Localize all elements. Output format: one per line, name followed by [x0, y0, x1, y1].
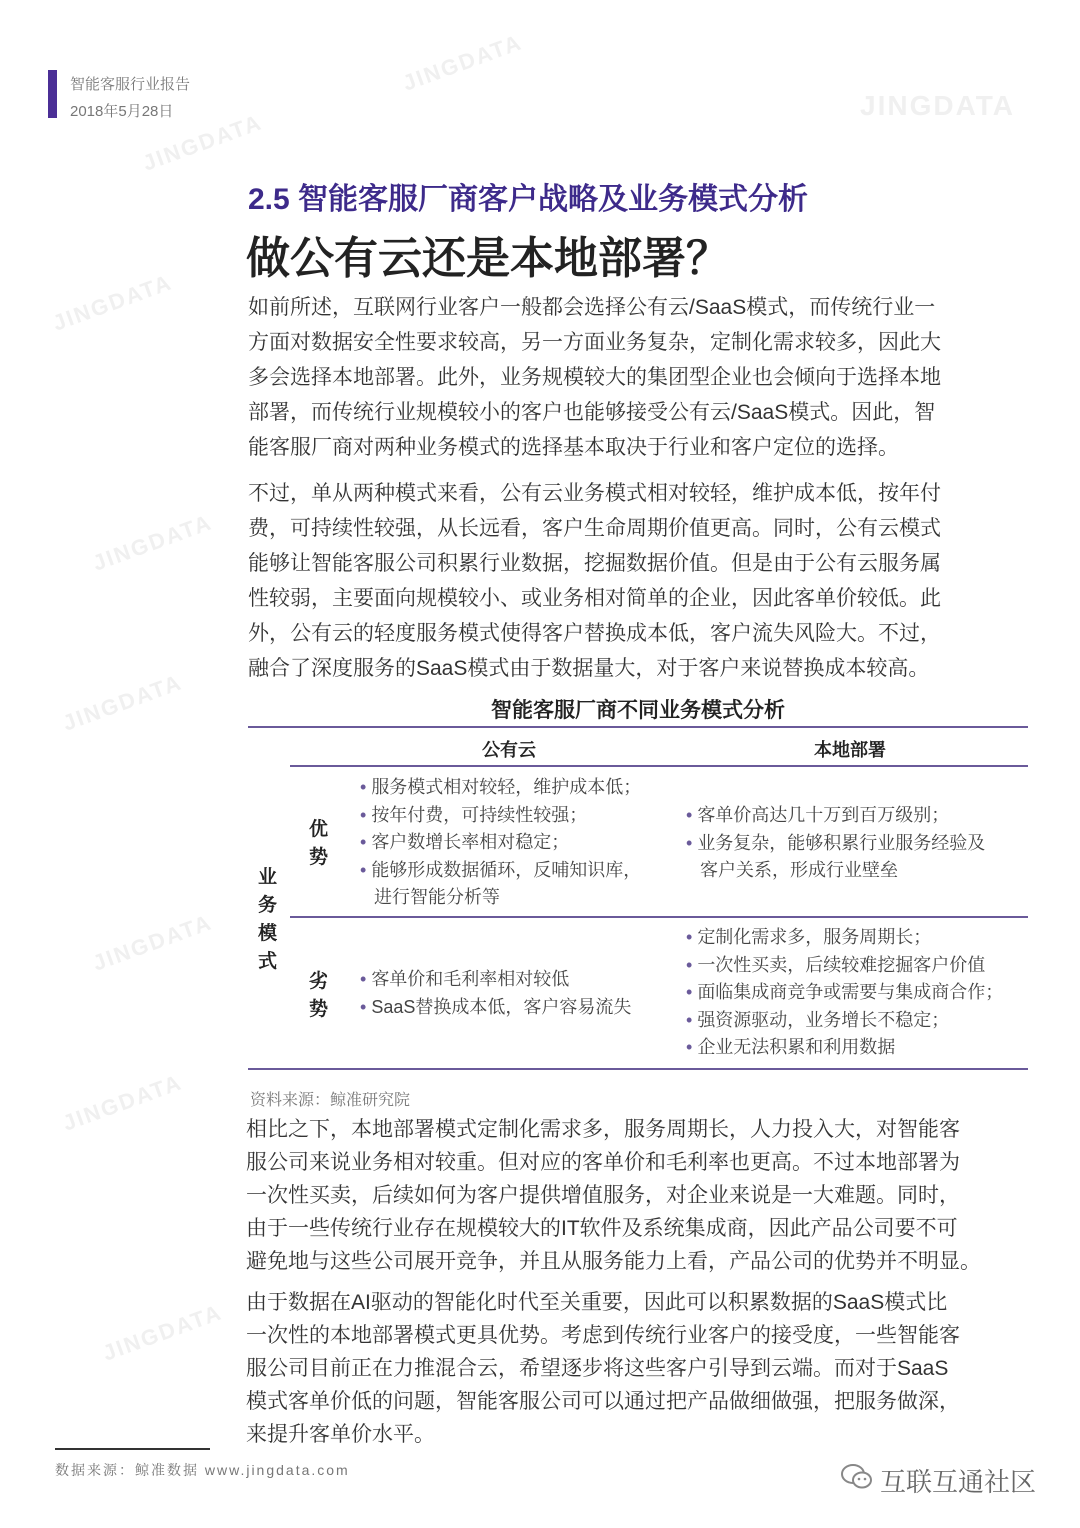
- list-item: • 强资源驱动，业务增长不稳定；: [686, 1007, 1003, 1035]
- text-line: 由于数据在AI驱动的智能化时代至关重要，因此可以积累数据的SaaS模式比: [246, 1291, 948, 1314]
- table-source: 资料来源：鲸准研究院: [250, 1092, 411, 1109]
- list-item: • 面临集成商竞争或需要与集成商合作；: [686, 979, 1003, 1007]
- list-item: • SaaS替换成本低，客户容易流失: [360, 994, 631, 1022]
- paragraph-2: [248, 476, 941, 686]
- text-line: 外，公有云的轻度服务模式使得客户替换成本低，客户流失风险大。不过，: [248, 622, 941, 645]
- row-label-advantages: 优势: [309, 819, 329, 868]
- watermark: JINGDATA: [59, 669, 186, 736]
- column-header-on-premise: 本地部署: [814, 740, 886, 760]
- header-accent-bar: [48, 70, 57, 118]
- footer-divider: [55, 1448, 210, 1450]
- column-header-public-cloud: 公有云: [482, 740, 536, 760]
- text-line: 多会选择本地部署。此外，业务规模较大的集团型企业也会倾向于选择本地: [248, 366, 941, 389]
- section-title: 2.5 智能客服厂商客户战略及业务模式分析: [248, 183, 809, 216]
- list-item: • 能够形成数据循环，反哺知识库，: [360, 857, 641, 885]
- row-group-label: 业务模式: [258, 867, 278, 972]
- list-item: 客户关系，形成行业壁垒: [700, 860, 898, 880]
- text-line: 相比之下，本地部署模式定制化需求多，服务周期长，人力投入大，对智能客: [246, 1118, 960, 1141]
- watermark: JINGDATA: [49, 269, 176, 336]
- watermark: JINGDATA: [89, 909, 216, 976]
- watermark: JINGDATA: [89, 509, 216, 576]
- list-item: • 按年付费，可持续性较强；: [360, 802, 641, 830]
- text-line: 来提升客单价水平。: [246, 1423, 435, 1446]
- list-item: • 客单价和毛利率相对较低: [360, 966, 631, 994]
- text-line: 由于一些传统行业存在规模较大的IT软件及系统集成商，因此产品公司要不可: [246, 1217, 958, 1240]
- watermark: JINGDATA: [139, 109, 266, 176]
- public-advantages: [360, 774, 641, 912]
- text-line: 服公司来说业务相对较重。但对应的客单价和毛利率也更高。不过本地部署为: [246, 1151, 960, 1174]
- table-title: 智能客服厂商不同业务模式分析: [491, 699, 785, 722]
- wechat-icon: [840, 1462, 874, 1499]
- list-item: • 企业无法积累和利用数据: [686, 1034, 1003, 1062]
- public-disadvantages: [360, 966, 631, 1021]
- list-item: • 定制化需求多，服务周期长；: [686, 924, 1003, 952]
- list-item: 进行智能分析等: [374, 887, 500, 907]
- list-item: • 客户数增长率相对稳定；: [360, 829, 641, 857]
- brand-name: 互联互通社区: [880, 1467, 1037, 1497]
- report-title: 智能客服行业报告: [70, 76, 191, 93]
- footer-source: 数据来源：鲸准数据 www.jingdata.com: [55, 1462, 350, 1478]
- table-divider: [290, 916, 1028, 918]
- watermark: JINGDATA: [399, 29, 526, 96]
- brand-mark: [840, 1462, 1036, 1499]
- list-item: • 客单价高达几十万到百万级别；: [686, 802, 985, 830]
- text-line: 不过，单从两种模式来看，公有云业务模式相对较轻，维护成本低，按年付: [248, 482, 941, 505]
- row-label-disadvantages: 劣势: [309, 971, 329, 1020]
- local-disadvantages: [686, 924, 1003, 1062]
- headline: 做公有云还是本地部署？: [246, 234, 730, 283]
- text-line: 费，可持续性较强，从长远看，客户生命周期价值更高。同时，公有云模式: [248, 517, 941, 540]
- watermark: JINGDATA: [59, 1069, 186, 1136]
- text-line: 模式客单价低的问题，智能客服公司可以通过把产品做细做强，把服务做深，: [246, 1390, 960, 1413]
- text-line: 方面对数据安全性要求较高，另一方面业务复杂，定制化需求较多，因此大: [248, 331, 941, 354]
- text-line: 服公司目前正在力推混合云，希望逐步将这些客户引导到云端。而对于SaaS: [246, 1357, 949, 1380]
- table-divider: [248, 726, 1028, 728]
- paragraph-4: [246, 1286, 960, 1451]
- text-line: 性较弱，主要面向规模较小、或业务相对简单的企业，因此客单价较低。此: [248, 587, 941, 610]
- local-advantages: [686, 802, 985, 885]
- text-line: 能客服厂商对两种业务模式的选择基本取决于行业和客户定位的选择。: [248, 436, 899, 459]
- watermark: JINGDATA: [99, 1299, 226, 1366]
- text-line: 融合了深度服务的SaaS模式由于数据量大，对于客户来说替换成本较高。: [248, 657, 930, 680]
- watermark: JINGDATA: [860, 90, 1015, 121]
- text-line: 一次性买卖，后续如何为客户提供增值服务，对企业来说是一大难题。同时，: [246, 1184, 960, 1207]
- text-line: 一次性的本地部署模式更具优势。考虑到传统行业客户的接受度，一些智能客: [246, 1324, 960, 1347]
- paragraph-3: [246, 1113, 981, 1278]
- table-divider: [248, 1068, 1028, 1070]
- text-line: 部署，而传统行业规模较小的客户也能够接受公有云/SaaS模式。因此，智: [248, 401, 936, 424]
- text-line: 如前所述，互联网行业客户一般都会选择公有云/SaaS模式，而传统行业一: [248, 296, 936, 319]
- text-line: 避免地与这些公司展开竞争，并且从服务能力上看，产品公司的优势并不明显。: [246, 1250, 981, 1273]
- list-item: • 一次性买卖，后续较难挖掘客户价值: [686, 952, 1003, 980]
- table-divider: [290, 765, 1028, 767]
- paragraph-1: [248, 290, 941, 465]
- report-date: 2018年5月28日: [70, 103, 174, 120]
- list-item: • 业务复杂，能够积累行业服务经验及: [686, 830, 985, 858]
- list-item: • 服务模式相对较轻，维护成本低；: [360, 774, 641, 802]
- text-line: 能够让智能客服公司积累行业数据，挖掘数据价值。但是由于公有云服务属: [248, 552, 941, 575]
